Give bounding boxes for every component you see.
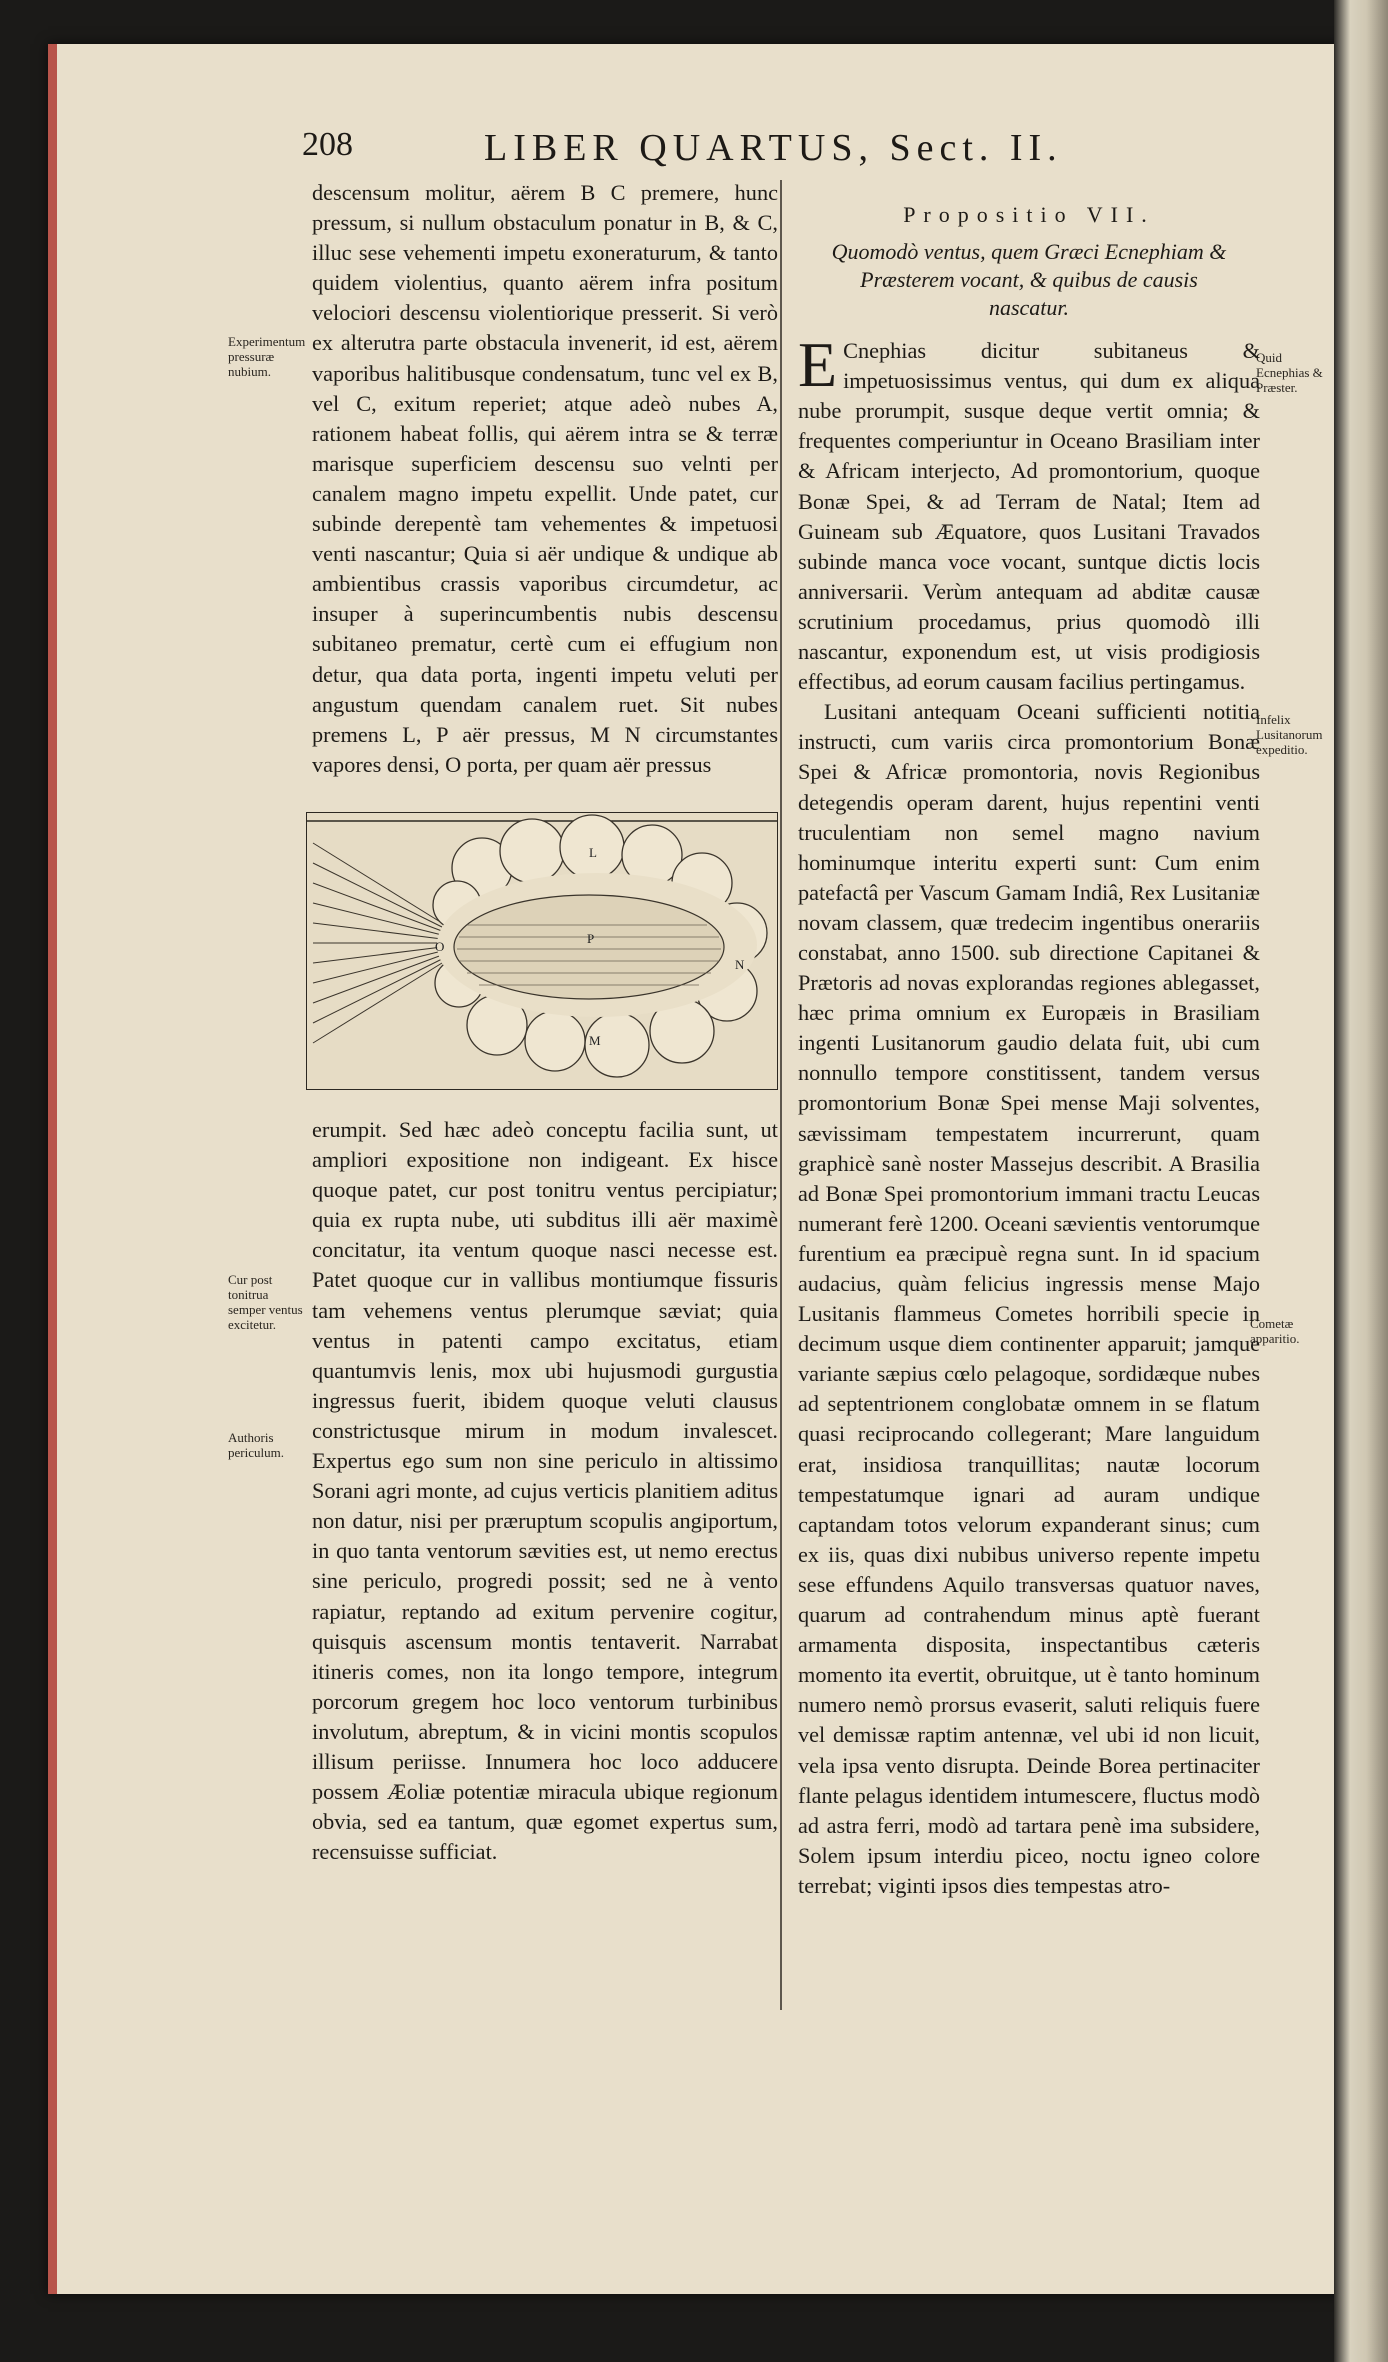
left-text-bottom: erumpit. Sed hæc adeò conceptu facilia sunt, ut ampliori expositione non indigeant. Ex hisce quoque patet, cur post tonitru ventus percipiatur; quia ex rupta nube, uti subditus illi aër maximè concitatur, ita ventum quoque nasci necesse est. Patet quoque cur in vallibus montiumque fissuris tam vehemens ventus plerumque sæviat; quia ventus in patenti campo excitatus, etiam quantumvis lenis, mox ubi hujusmodi gurgustia ingressus fuerit, ibidem quoque veluti clausus constrictusque mirum in modum invalescet. Expertus ego sum non sine periculo in altissimo Sorani agri monte, ad cujus verticis planitiem aditus non datur, nisi per præruptum scopulis angiportum, in quo tanta ventorum sævities est, ut nemo erectus sine periculo, progredi possit; sed ne à vento rapiatur, reptando ad exitum pervenire cogitur, quisquis ascensum montis tentaverit. Narrabat itineris comes, non ita longo tempore, integrum porcorum gregem hoc loco ventorum turbinibus involutum, abreptum, & in vicini montis scopulos illisum periisse. Innumera hoc loco adducere possem Æoliæ potentiæ miracula ubique regionum obvia, sed ea tantum, quæ egomet expertus sum, recensuisse sufficiat. (312, 1117, 778, 1865)
paragraph-2: Lusitani antequam Oceani sufficienti notitia instructi, cum variis circa promontorium Bonæ Spei & Africæ promontoria, novis Regionibus detegendis operam darent, hujus repentini venti truculentiam non semel magno navium hominumque interitu experti sunt: Cum enim patefactâ per Vascum Gamam Indiâ, Rex Lusitaniæ novam classem, quæ tredecim ingentibus onerariis constabat, anno 1500. sub directione Capitanei & Prætoris ad novas explorandas regiones ablegasset, hæc prima omnium ex Europæis in Brasiliam ingenti Lusitanorum gaudio delata fuit, ubi cum nonnullo tempore constitissent, tandem versus promontorium Bonæ Spei mense Maji solventes, sævissimam tempestatem incurrerunt, quam graphicè sanè noster Massejus describit. A Brasilia ad Bonæ Spei promontorium immani tractu Leucas numerant ferè 1200. Oceani sævientis ventorumque furentium ea præcipuè regna sunt. In id spacium audacius, quàm felicius ingressis mense Majo Lusitanis flammeus Cometes horribili specie in decimum usque diem continenter apparuit; jamque variante sæpius cœlo pelagoque, sordidæque nubes ad septentrionem conglobatæ omnem in se flatum quasi reciprocando collegerant; Mare languidum erat, insidiosa tranquillitas; nautæ locorum tempestatumque ignari ad auram undique captandam totos velorum expanderant sinus; cum ex iis, quas dixi nubibus universo repente impetu sese effundens Aquilo transversas quatuor naves, quarum ad contrahendum minus aptè fuerant armamenta disposita, inspectantibus cæteris momento ita evertit, obruitque, ut è tanto hominum numero nemò prorsus evaserit, saluti reliquis fuere vel demissæ raptim antennæ, vel ubi id non licuit, vela ipsa vento disrupta. Deinde Borea pertinaciter flante pelagus identidem intumescere, fluctus modò ad astra ferri, modò ad tartara penè ima subsidere, Solem ipsum interdiu piceo, noctu igneo colore terrebat; viginti ipsos dies tempestas atro- (798, 699, 1260, 1898)
figure-label-p: P (587, 931, 595, 946)
left-text-top: descensum molitur, aërem B C premere, hunc pressum, si nullum obstaculum ponatur in B, & C, illuc sese vehementi impetu exoneraturum, & tanto quidem violentius, quanto aërem infra positum velociori descensu violentiorique presserit. Si verò ex alterutra parte obstacula invenerit, id est, aërem vaporibus halitibusque condensatum, tunc vel ex B, vel C, exitum reperiet; atque adeò nubes A, rationem habeat follis, qui aërem intra se & terræ marisque superficiem descensu suo velnti per canalem magno impetu expellit. Unde patet, cur subinde derepentè tam vehementes & impetuosi venti nascantur; Quia si aër undique & undique ab ambientibus crassis vaporibus circumdetur, ac insuper à superincumbentis nubis descensu subitaneo prematur, certè cum ei effugium non detur, qua data porta, ingenti impetu veluti per angustum quendam canalem ruet. Sit nubes premens L, P aër pressus, M N circumstantes vapores densi, O porta, per quam aër pressus (312, 180, 778, 777)
page-header (302, 126, 1182, 170)
page-number: 208 (302, 126, 353, 163)
column-divider (780, 180, 782, 2010)
cloud-bellows-figure (306, 812, 778, 1090)
margin-note-experiment: Experimentum pressuræ nubium. (228, 334, 306, 379)
pressed-air-ellipse (454, 895, 724, 999)
margin-note-expedition: Infelix Lusitanorum expeditio. (1256, 712, 1323, 757)
figure-label-l: L (589, 845, 597, 860)
drop-cap: E (798, 329, 838, 401)
paragraph-1 (798, 329, 1260, 697)
page-edge (1334, 0, 1388, 2362)
right-column (798, 200, 1260, 1901)
proposition-title: Quomodò ventus, quem Græci Ecnephiam & Præsterem vocant, & quibus de causis nascatur. (831, 239, 1227, 321)
running-head: LIBER QUARTUS, Sect. II. (484, 127, 1063, 169)
margin-note-author: Authoris periculum. (228, 1430, 284, 1460)
margin-note-thunder: Cur post tonitrua semper ventus excitetur. (228, 1272, 303, 1332)
figure-label-m: M (589, 1033, 601, 1048)
margin-note-ecnephias: Quid Ecnephias & Præster. (1256, 350, 1323, 395)
paragraph-1-text: Cnephias dicitur subitaneus & impetuosissimus ventus, qui dum ex aliqua nube prorumpit, susque deque vertit omnia; & frequentes comperiuntur in Oceano Brasiliam inter & Africam interjecto, Ad promontorium, quoque Bonæ Spei, & ad Terram de Natal; Item ad Guineam sub Æquatore, quos Lusitani Travados subinde manca voce vocant, suntque dictis locis anniversarii. Verùm antequam ad abditæ causæ scrutinium procedamus, prius quomodò illi nascantur, exponendum est, ut visis prodigiosis effectibus, ad eorum causam facilius pertingamus. (798, 338, 1260, 695)
figure-label-n: N (735, 957, 745, 972)
left-column-top (312, 178, 778, 780)
proposition-heading: Propositio VII. (903, 202, 1155, 227)
wind-rays (313, 843, 445, 1043)
margin-note-comet: Cometæ apparitio. (1250, 1316, 1300, 1346)
cloud-diagram (307, 813, 777, 1089)
left-column-bottom (312, 1115, 778, 1867)
figure-label-o: O (435, 939, 445, 954)
